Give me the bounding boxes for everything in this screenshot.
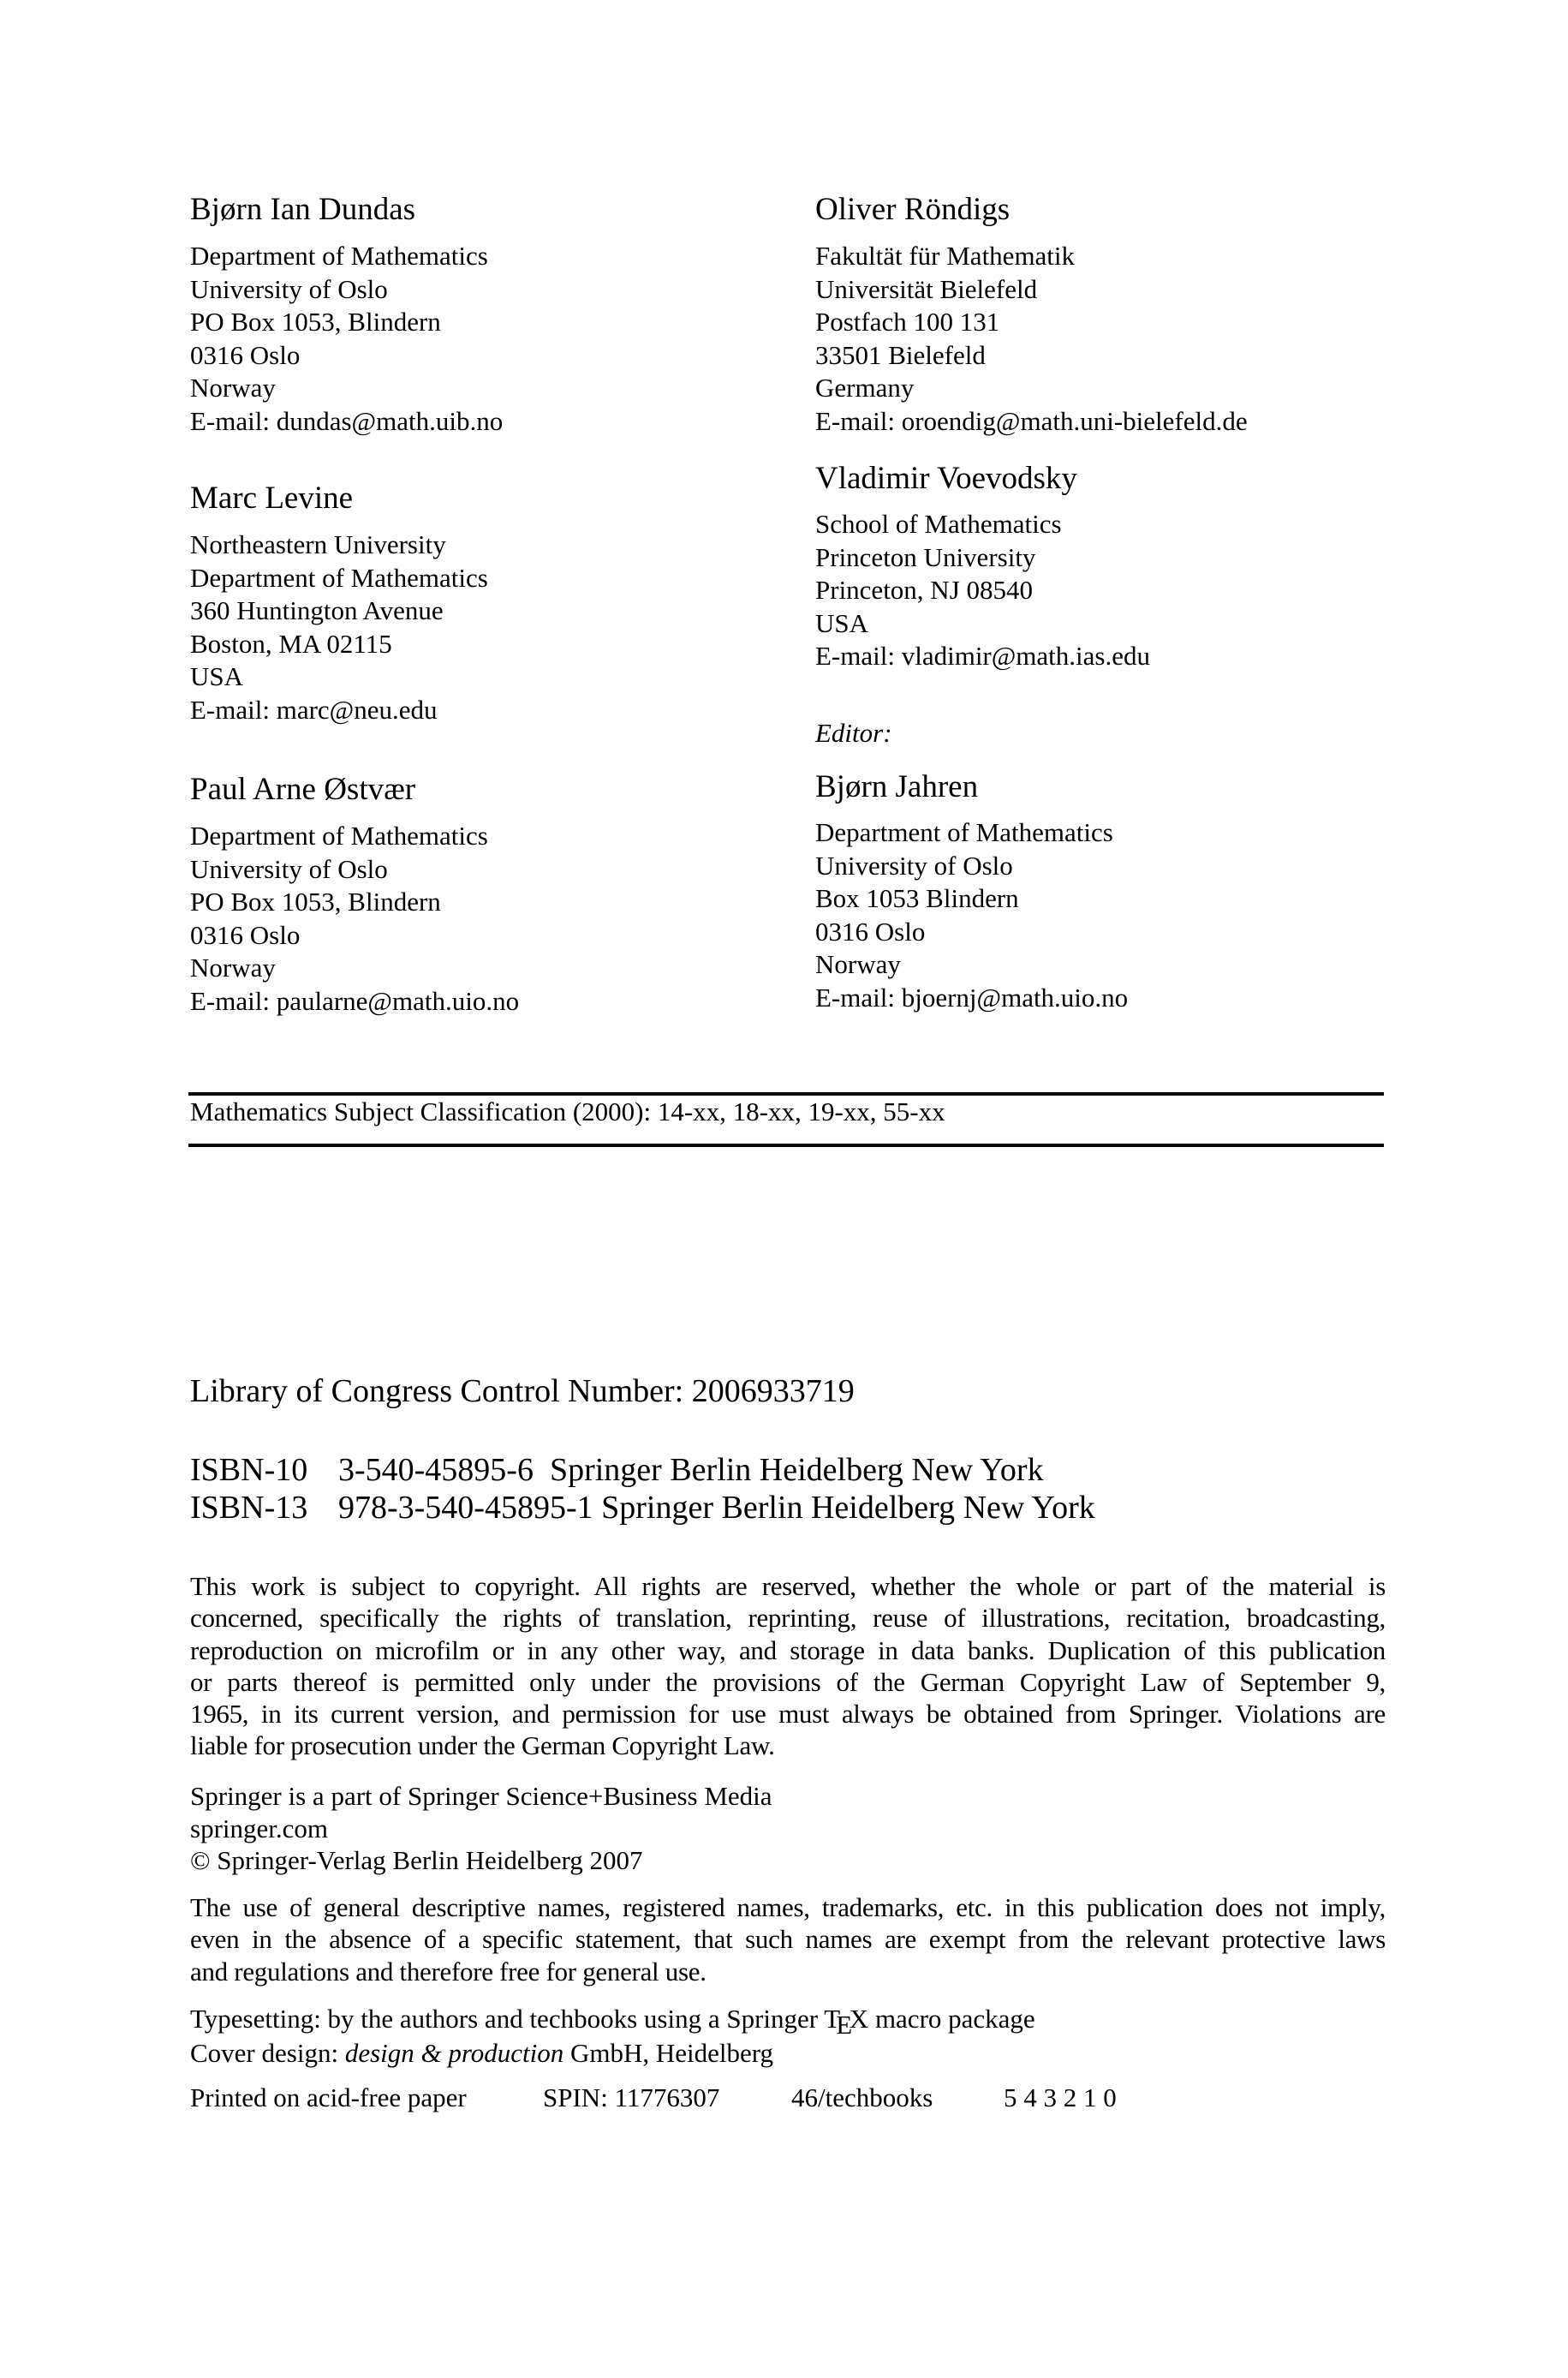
address-line: Princeton, NJ 08540: [815, 575, 1034, 605]
author-block-dundas: [190, 191, 415, 229]
address-line: 33501 Bielefeld: [815, 339, 986, 370]
email-line: E-mail: vladimir@math.ias.edu: [815, 641, 1150, 671]
tex-x: X: [849, 2004, 869, 2034]
address-line: Princeton University: [815, 541, 1036, 572]
library-of-congress-number: Library of Congress Control Number: 2006933719: [190, 1373, 855, 1409]
address-line: Department of Mathematics: [815, 817, 1113, 847]
author-address-voevodsky: [815, 508, 1150, 673]
paragraph-line: or parts thereof is permitted only under the provisions of the German Copyright Law of September 9,: [190, 1666, 1386, 1697]
copyright-paragraph: [190, 1570, 1386, 1762]
address-line: USA: [815, 607, 869, 638]
author-name: Paul Arne Østvær: [190, 772, 416, 807]
subject-classification: Mathematics Subject Classification (2000): 14-xx, 18-xx, 19-xx, 55-xx: [190, 1096, 945, 1126]
editor-name: Bjørn Jahren: [815, 769, 979, 804]
cover-design-company: design & production: [344, 2037, 564, 2068]
author-name: Marc Levine: [190, 481, 354, 516]
address-line: Northeastern University: [190, 529, 446, 559]
bottom-rule-divider: [188, 1144, 1384, 1147]
author-address-levine: [190, 529, 488, 726]
author-name: Bjørn Ian Dundas: [190, 192, 416, 227]
editor-block-jahren: [815, 768, 978, 806]
production-credits: [190, 2003, 1035, 2069]
cover-design-label: Cover design:: [190, 2037, 345, 2068]
isbn-10-row: [190, 1451, 1095, 1489]
paragraph-line: reproduction on microfilm or in any other way, and storage in data banks. Duplication of this publication: [190, 1634, 1386, 1665]
tex-t: T: [824, 2004, 841, 2034]
email-line: E-mail: oroendig@math.uni-bielefeld.de: [815, 405, 1248, 436]
paragraph-line: This work is subject to copyright. All rights are reserved, whether the whole or part of the material is: [190, 1571, 1386, 1601]
cover-design-location: GmbH, Heidelberg: [563, 2037, 774, 2068]
isbn-13-row: [190, 1489, 1095, 1527]
email-line: E-mail: marc@neu.edu: [190, 694, 438, 725]
address-line: Norway: [190, 953, 276, 983]
publisher-line: Springer is a part of Springer Science+Business Media: [190, 1781, 772, 1811]
paper-note: Printed on acid-free paper: [190, 2082, 467, 2112]
cover-design-line: [190, 2037, 1035, 2070]
author-address-rondigs: [815, 240, 1248, 438]
email-line: E-mail: dundas@math.uib.no: [190, 405, 504, 436]
address-line: 0316 Oslo: [190, 919, 301, 950]
tex-logo: [824, 2004, 869, 2040]
print-run-numbers: 5 4 3 2 1 0: [1004, 2082, 1117, 2112]
address-line: 0316 Oslo: [815, 916, 926, 947]
address-line: USA: [190, 661, 244, 691]
isbn-value: 3-540-45895-6 Springer Berlin Heidelberg New York: [338, 1452, 1044, 1488]
author-address-dundas: [190, 240, 503, 438]
address-line: 0316 Oslo: [190, 339, 301, 370]
trademark-paragraph: [190, 1891, 1386, 1987]
paragraph-line: The use of general descriptive names, registered names, trademarks, etc. in this publication does not imply,: [190, 1892, 1386, 1922]
isbn-label: ISBN-13: [190, 1490, 308, 1526]
address-line: Boston, MA 02115: [190, 628, 392, 659]
address-line: Department of Mathematics: [190, 241, 488, 271]
address-line: Germany: [815, 373, 915, 403]
author-address-ostvaer: [190, 820, 519, 1018]
typesetting-suffix: macro package: [868, 2004, 1035, 2034]
author-name: Vladimir Voevodsky: [815, 461, 1077, 496]
typesetting-line: [190, 2003, 1035, 2040]
paragraph-line: 1965, in its current version, and permission for use must always be obtained from Springer. Violations are: [190, 1699, 1386, 1730]
tex-e: E: [836, 2009, 853, 2040]
paragraph-line: liable for prosecution under the German Copyright Law.: [190, 1730, 775, 1761]
address-line: PO Box 1053, Blindern: [190, 307, 441, 337]
isbn-label: ISBN-10: [190, 1452, 308, 1488]
author-block-voevodsky: [815, 460, 1077, 498]
author-block-levine: [190, 480, 353, 517]
address-line: 360 Huntington Avenue: [190, 595, 444, 625]
publisher-info: [190, 1780, 772, 1877]
printer-code: 46/techbooks: [791, 2082, 933, 2112]
typesetting-text: Typesetting: by the authors and techbooks using a Springer: [190, 2004, 825, 2034]
isbn-value: 978-3-540-45895-1 Springer Berlin Heidelberg New York: [338, 1490, 1095, 1526]
address-line: Department of Mathematics: [190, 821, 488, 851]
address-line: University of Oslo: [190, 273, 388, 304]
address-line: Norway: [815, 949, 901, 979]
author-name: Oliver Röndigs: [815, 192, 1011, 227]
paragraph-line: even in the absence of a specific statement, that such names are exempt from the relevant protective laws: [190, 1924, 1386, 1955]
email-line: E-mail: paularne@math.uio.no: [190, 985, 520, 1016]
address-line: University of Oslo: [815, 850, 1013, 881]
address-line: Fakultät für Mathematik: [815, 241, 1076, 271]
address-line: School of Mathematics: [815, 509, 1062, 539]
editor-address: [815, 816, 1128, 1014]
email-line: E-mail: bjoernj@math.uio.no: [815, 982, 1129, 1013]
address-line: Department of Mathematics: [190, 562, 488, 593]
paragraph-line: concerned, specifically the rights of translation, reprinting, reuse of illustrations, recitation, broadcasting,: [190, 1603, 1386, 1634]
printing-info: [0, 2082, 1568, 2116]
address-line: Postfach 100 131: [815, 307, 1000, 337]
address-line: University of Oslo: [190, 853, 388, 884]
address-line: Norway: [190, 373, 276, 403]
author-block-rondigs: [815, 191, 1010, 229]
address-line: PO Box 1053, Blindern: [190, 887, 441, 917]
isbn-list: [190, 1451, 1095, 1527]
editor-label: Editor:: [815, 718, 892, 748]
paragraph-line: and regulations and therefore free for general use.: [190, 1956, 706, 1987]
spin-number: SPIN: 11776307: [543, 2082, 720, 2112]
publisher-url: springer.com: [190, 1813, 328, 1843]
address-line: Box 1053 Blindern: [815, 883, 1019, 913]
address-line: Universität Bielefeld: [815, 273, 1038, 304]
copyright-notice: © Springer-Verlag Berlin Heidelberg 2007: [190, 1845, 643, 1875]
author-block-ostvaer: [190, 771, 415, 809]
